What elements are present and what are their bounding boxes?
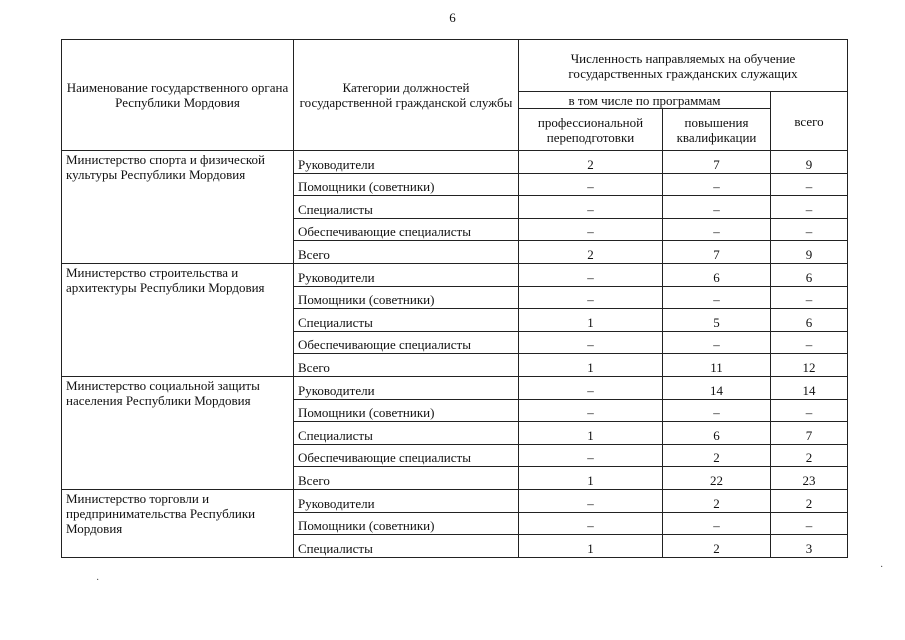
qualification-cell: 6 — [663, 422, 771, 445]
org-name-cell: Министерство социальной защиты населения Республики Мордовия — [62, 376, 294, 489]
qualification-cell: 11 — [663, 354, 771, 377]
qualification-cell: 14 — [663, 376, 771, 399]
table-row — [62, 376, 848, 399]
category-cell: Всего — [294, 354, 519, 377]
qualification-cell: 7 — [663, 151, 771, 174]
table-row — [62, 263, 848, 286]
retraining-cell: 2 — [519, 151, 663, 174]
total-cell: – — [771, 196, 848, 219]
qualification-cell: – — [663, 286, 771, 309]
scan-mark: · — [96, 575, 100, 586]
retraining-cell: 1 — [519, 535, 663, 558]
category-cell: Руководители — [294, 151, 519, 174]
category-cell: Всего — [294, 241, 519, 264]
total-cell: 14 — [771, 376, 848, 399]
table-body — [62, 151, 848, 558]
category-cell: Специалисты — [294, 422, 519, 445]
retraining-cell: 1 — [519, 354, 663, 377]
category-cell: Всего — [294, 467, 519, 490]
category-cell: Руководители — [294, 376, 519, 399]
category-cell: Помощники (советники) — [294, 173, 519, 196]
retraining-cell: – — [519, 263, 663, 286]
table-row — [62, 489, 848, 512]
qualification-cell: 7 — [663, 241, 771, 264]
header-category: Категории должностей государственной гражданской службы — [294, 40, 519, 151]
category-cell: Руководители — [294, 263, 519, 286]
qualification-cell: 5 — [663, 309, 771, 332]
total-cell: 6 — [771, 263, 848, 286]
org-name-cell: Министерство спорта и физической культуры Республики Мордовия — [62, 151, 294, 264]
retraining-cell: – — [519, 399, 663, 422]
total-cell: 7 — [771, 422, 848, 445]
qualification-cell: 2 — [663, 489, 771, 512]
retraining-cell: – — [519, 444, 663, 467]
header-retraining: профессиональной переподготовки — [519, 109, 663, 151]
qualification-cell: 22 — [663, 467, 771, 490]
retraining-cell: 1 — [519, 422, 663, 445]
retraining-cell: – — [519, 173, 663, 196]
total-cell: 9 — [771, 151, 848, 174]
retraining-cell: 1 — [519, 467, 663, 490]
category-cell: Обеспечивающие специалисты — [294, 444, 519, 467]
category-cell: Руководители — [294, 489, 519, 512]
category-cell: Обеспечивающие специалисты — [294, 218, 519, 241]
total-cell: – — [771, 331, 848, 354]
org-name-cell: Министерство торговли и предпринимательства Республики Мордовия — [62, 489, 294, 557]
header-org: Наименование государственного органа Республики Мордовия — [62, 40, 294, 151]
table-row — [62, 151, 848, 174]
total-cell: 3 — [771, 535, 848, 558]
training-table — [61, 39, 848, 558]
category-cell: Помощники (советники) — [294, 399, 519, 422]
category-cell: Помощники (советники) — [294, 512, 519, 535]
category-cell: Обеспечивающие специалисты — [294, 331, 519, 354]
category-cell: Специалисты — [294, 196, 519, 219]
retraining-cell: – — [519, 331, 663, 354]
total-cell: 6 — [771, 309, 848, 332]
retraining-cell: 2 — [519, 241, 663, 264]
retraining-cell: – — [519, 196, 663, 219]
total-cell: 12 — [771, 354, 848, 377]
total-cell: 2 — [771, 444, 848, 467]
retraining-cell: – — [519, 376, 663, 399]
qualification-cell: 6 — [663, 263, 771, 286]
retraining-cell: – — [519, 512, 663, 535]
qualification-cell: – — [663, 331, 771, 354]
retraining-cell: 1 — [519, 309, 663, 332]
total-cell: – — [771, 512, 848, 535]
category-cell: Специалисты — [294, 309, 519, 332]
category-cell: Специалисты — [294, 535, 519, 558]
page-number: 6 — [449, 10, 456, 25]
qualification-cell: – — [663, 218, 771, 241]
retraining-cell: – — [519, 286, 663, 309]
qualification-cell: 2 — [663, 444, 771, 467]
total-cell: – — [771, 218, 848, 241]
qualification-cell: 2 — [663, 535, 771, 558]
qualification-cell: – — [663, 173, 771, 196]
retraining-cell: – — [519, 489, 663, 512]
total-cell: 9 — [771, 241, 848, 264]
retraining-cell: – — [519, 218, 663, 241]
category-cell: Помощники (советники) — [294, 286, 519, 309]
org-name-cell: Министерство строительства и архитектуры Республики Мордовия — [62, 263, 294, 376]
header-qualification: повышения квалификации — [663, 109, 771, 151]
header-total: всего — [771, 92, 848, 151]
total-cell: – — [771, 286, 848, 309]
qualification-cell: – — [663, 196, 771, 219]
table-header — [62, 40, 848, 151]
header-count: Численность направляемых на обучение государственных гражданских служащих — [519, 40, 848, 92]
total-cell: – — [771, 173, 848, 196]
header-sub-programs: в том числе по программам — [519, 92, 771, 109]
total-cell: 23 — [771, 467, 848, 490]
total-cell: 2 — [771, 489, 848, 512]
qualification-cell: – — [663, 512, 771, 535]
scan-mark: · — [880, 562, 884, 573]
qualification-cell: – — [663, 399, 771, 422]
total-cell: – — [771, 399, 848, 422]
